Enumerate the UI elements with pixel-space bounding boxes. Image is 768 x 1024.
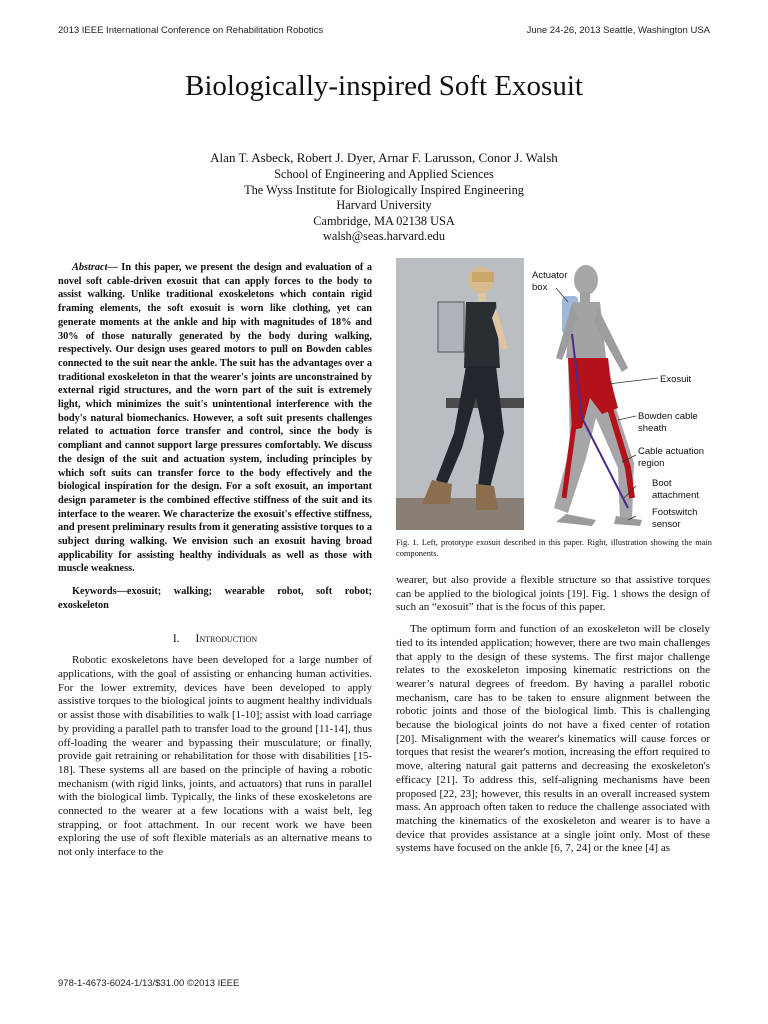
left-column bbox=[58, 261, 372, 860]
label-actuator-line1: Actuator bbox=[532, 270, 568, 281]
abstract bbox=[58, 261, 372, 576]
label-exosuit: Exosuit bbox=[660, 374, 692, 385]
author-block bbox=[0, 150, 768, 244]
label-boot-line1: Boot bbox=[652, 478, 672, 489]
affiliation-line: The Wyss Institute for Biologically Inspired Engineering bbox=[244, 182, 524, 197]
label-actuator-line2: box bbox=[532, 282, 548, 293]
copyright-footer: 978-1-4673-6024-1/13/$31.00 ©2013 IEEE bbox=[58, 978, 240, 989]
label-footswitch-line2: sensor bbox=[652, 519, 681, 530]
right-paragraph: The optimum form and function of an exoskeleton will be closely tied to its intended application; however, there are two main challenges that apply to the design of these systems. The first major challenge relates to the exoskeleton imposing kinematic restrictions on the wearer’s natural degrees of freedom. By having a parallel robotic mechanism, care has to be taken to ensure alignment between the robotic joints and those of the biological limb. This is challenging because the biological joints do not have a fixed center of rotation [20]. Misalignment with the wearer's kinematics will cause forces or torques that resist the wearer's motion, increasing the effort required to move, altering natural gait patterns and decreasing the exoskeleton's efficacy [21]. To address this, self-aligning mechanisms have been proposed [22, 23]; however, this results in an overall increased system mass. An approach often taken to reduce the challenge associated with matching the kinematics of the exoskeleton and wearer is to have a device that provides assistance at a single joint only. Most of these systems have focused on the ankle [6, 7, 24] or the knee [4] as bbox=[396, 623, 710, 855]
label-bowden-line1: Bowden cable bbox=[638, 411, 698, 422]
label-cable-line2: region bbox=[638, 458, 665, 469]
conference-header: 2013 IEEE International Conference on Rehabilitation Robotics bbox=[58, 25, 324, 36]
label-bowden-line2: sheath bbox=[638, 423, 667, 434]
paper-title: Biologically-inspired Soft Exosuit bbox=[185, 70, 583, 102]
label-cable-line1: Cable actuation bbox=[638, 446, 705, 457]
author-names: Alan T. Asbeck, Robert J. Dyer, Arnar F. Larusson, Conor J. Walsh bbox=[210, 150, 558, 165]
photo-floor bbox=[396, 498, 524, 530]
abstract-label: Abstract bbox=[72, 262, 108, 273]
affiliation-line: Harvard University bbox=[336, 198, 432, 213]
keywords: Keywords—exosuit; walking; wearable robot, soft robot; exoskeleton bbox=[58, 586, 372, 611]
label-boot-line2: attachment bbox=[652, 490, 699, 501]
label-footswitch-line1: Footswitch bbox=[652, 507, 698, 518]
figure-1 bbox=[396, 258, 714, 530]
right-paragraph: wearer, but also provide a flexible structure so that assistive torques can be applied to the biological joints [19]. Fig. 1 shows the design of such an “exosuit” that is the focus of this paper. bbox=[396, 574, 710, 614]
section-number: I. bbox=[172, 632, 180, 645]
author-email: walsh@seas.harvard.edu bbox=[323, 229, 445, 244]
right-column bbox=[396, 574, 710, 856]
intro-paragraph: Robotic exoskeletons have been developed for a large number of applications, with the goal of assisting or enhancing human activities. For the lower extremity, devices have been developed to apply assistive torques to the biological joints to augment healthy individuals or assist those with disabilities to walk [1-10]; assist with load carriage by providing a parallel path to transfer load to the ground [11-14], thus off-loading the wearer and bypassing their musculature; or finally, provide gait retraining or rehabilitation for those with disabilities [15-18]. These systems all are based on the principle of having a robotic mechanism (with rigid links, joints, and actuators) that runs in parallel with the biological limb. Typically, the links of these exoskeletons are connected to the wearer at a few locations with a waist belt, leg strapping, or foot attachment. In our recent work we have been exploring the use of soft flexible materials as an alternative means to not only interface to the bbox=[58, 654, 372, 859]
date-location-header: June 24-26, 2013 Seattle, Washington USA bbox=[526, 25, 710, 36]
section-heading bbox=[58, 633, 372, 647]
affiliation-line: Cambridge, MA 02138 USA bbox=[313, 213, 455, 228]
affiliation-line: School of Engineering and Applied Sciences bbox=[274, 167, 494, 182]
abstract-text: — In this paper, we present the design and evaluation of a novel soft cable-driven exosuit that can apply forces to the body to assist walking. Unlike traditional exoskeletons which contain rigid framing elements, the soft exosuit is worn like clothing, yet can generate moments at the ankle and hip with magnitudes of 18% and 30% of those naturally generated by the body during walking, respectively. Our design uses geared motors to pull on Bowden cables connected to the suit near the ankle. The suit has the advantages over a traditional exoskeleton in that the wearer's joints are unconstrained by external rigid structures, and the worn part of the suit is extremely light, which minimizes the suit's unintentional interference with the body's natural biomechanics. However, a soft suit presents challenges related to actuation force transfer and control, since the body is compliant and cannot support large pressures comfortably. We discuss the design of the suit and actuation system, including principles by which soft suits can transfer force to the body effectively and the biological inspiration for the design. For a soft exosuit, an important design parameter is the combined effective stiffness of the suit and its interface to the wearer. We characterize the exosuit's effective stiffness, and present preliminary results from it generating assistive torques to a subject during walking. We envision such an exosuit having broad applicability for assisting healthy individuals as well as those with muscle weakness. bbox=[58, 262, 372, 575]
photo-background bbox=[396, 258, 524, 530]
figure-caption: Fig. 1. Left, prototype exosuit described in this paper. Right, illustration showing the main components. bbox=[396, 538, 712, 558]
section-title: Introduction bbox=[195, 632, 258, 645]
